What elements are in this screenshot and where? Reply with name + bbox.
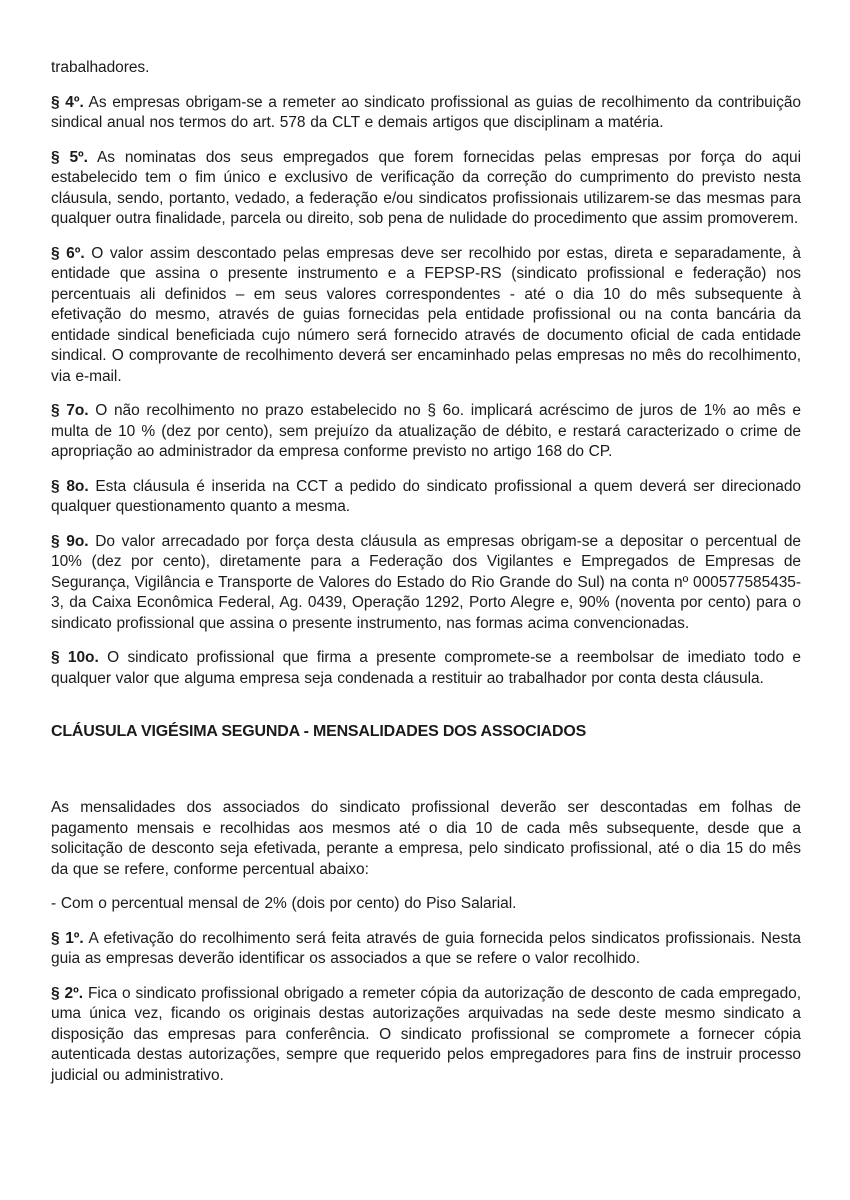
paragraph-text: O valor assim descontado pelas empresas deve ser recolhido por estas, direta e separadamente, à entidade que assina o presente instrumento e a FEPSP-RS (sindicato profissional e federação) nos percentuais ali definidos – em seus valores correspondentes - até o dia 10 do mês subsequente à efetivação do mesmo, através de guias fornecidas pela entidade profissional ou na conta bancária da entidade sindical beneficiada cujo número será fornecido através de documento oficial de cada entidade sindical. O comprovante de recolhimento deverá ser encaminhado pelas empresas no mês do recolhimento, via e-mail. xyxy=(51,244,801,385)
paragraph-clause-10 xyxy=(51,648,801,689)
section-marker: § 9o. xyxy=(51,532,89,550)
paragraph-text: Esta cláusula é inserida na CCT a pedido do sindicato profissional a quem deverá ser direcionado qualquer questionamento quanto a mesma. xyxy=(51,477,801,515)
section-marker: § 6º. xyxy=(51,244,85,262)
dash-item-percentual xyxy=(51,894,801,915)
paragraph-text: - Com o percentual mensal de 2% (dois por cento) do Piso Salarial. xyxy=(51,895,517,912)
section-marker: § 1º. xyxy=(51,929,84,947)
paragraph-mensalidades-intro xyxy=(51,798,801,880)
paragraph-text: A efetivação do recolhimento será feita através de guia fornecida pelos sindicatos profissionais. Nesta guia as empresas deverão identificar os associados a que se refere o valor recolhido. xyxy=(51,929,801,967)
paragraph-text: As nominatas dos seus empregados que forem fornecidas pelas empresas por força do aqui estabelecido tem o fim único e exclusivo de verificação da correção do cumprimento do previsto nesta cláusula, sendo, portanto, vedado, a federação e/ou sindicatos profissionais utilizarem-se das mesmas para qualquer outra finalidade, parcela ou direito, sob pena de nulidade do procedimento que assim promoverem. xyxy=(51,148,802,227)
paragraph-clause-4 xyxy=(51,93,801,134)
paragraph-clause-2 xyxy=(51,984,801,1087)
paragraph-clause-8 xyxy=(51,477,801,518)
paragraph-text: trabalhadores. xyxy=(51,59,150,76)
paragraph-text: O sindicato profissional que firma a presente compromete-se a reembolsar de imediato todo e qualquer valor que alguma empresa seja condenada a restituir ao trabalhador por conta desta cláusula. xyxy=(51,649,801,687)
section-marker: § 5º. xyxy=(51,148,88,166)
paragraph-clause-1 xyxy=(51,929,801,970)
section-marker: § 8o. xyxy=(51,477,89,495)
paragraph-clause-5 xyxy=(51,148,801,230)
paragraph-text: As mensalidades dos associados do sindicato profissional deverão ser descontadas em folhas de pagamento mensais e recolhidas aos mesmos até o dia 10 de cada mês subsequente, desde que a solicitação de desconto seja efetivada, perante a empresa, pelo sindicato profissional, até o dia 15 do mês da que se refere, conforme percentual abaixo: xyxy=(51,799,801,878)
section-marker: § 7o. xyxy=(51,402,89,419)
section-marker: § 4º. xyxy=(51,93,84,111)
paragraph-clause-7 xyxy=(51,401,801,463)
paragraph-clause-6 xyxy=(51,244,801,388)
paragraph-text: As empresas obrigam-se a remeter ao sindicato profissional as guias de recolhimento da contribuição sindical anual nos termos do art. 578 da CLT e demais artigos que disciplinam a matéria. xyxy=(51,93,801,131)
paragraph-text: O não recolhimento no prazo estabelecido no § 6o. implicará acréscimo de juros de 1% ao mês e multa de 10 % (dez por cento), sem prejuízo da atualização de débito, e restará caracterizado o crime de apropriação ao administrador da empresa conforme previsto no artigo 168 do CP. xyxy=(51,402,801,460)
clause-heading-vigesima-segunda: CLÁUSULA VIGÉSIMA SEGUNDA - MENSALIDADES DOS ASSOCIADOS xyxy=(51,723,587,740)
paragraph-clause-9 xyxy=(51,532,801,635)
paragraph-trabalhadores xyxy=(51,58,801,79)
paragraph-text: Fica o sindicato profissional obrigado a remeter cópia da autorização de desconto de cada empregado, uma única vez, ficando os originais destas autorizações arquivadas na sede deste mesmo sindicato a disposição das empresas para conferência. O sindicato profissional se compromete a fornecer cópia autenticada destas autorizações, sempre que requerido pelos empregadores para fins de instruir processo judicial ou administrativo. xyxy=(51,984,801,1084)
section-marker: § 10o. xyxy=(51,649,99,666)
section-marker: § 2º. xyxy=(51,984,83,1002)
paragraph-text: Do valor arrecadado por força desta cláusula as empresas obrigam-se a depositar o percentual de 10% (dez por cento), diretamente para a Federação dos Vigilantes e Empregados de Empresas de Segurança, Vigilância e Transporte de Valores do Estado do Rio Grande do Sul) na conta nº 000577585435-3, da Caixa Econômica Federal, Ag. 0439, Operação 1292, Porto Alegre e, 90% (noventa por cento) para o sindicato profissional que assina o presente instrumento, nas formas acima convencionadas. xyxy=(51,532,801,632)
